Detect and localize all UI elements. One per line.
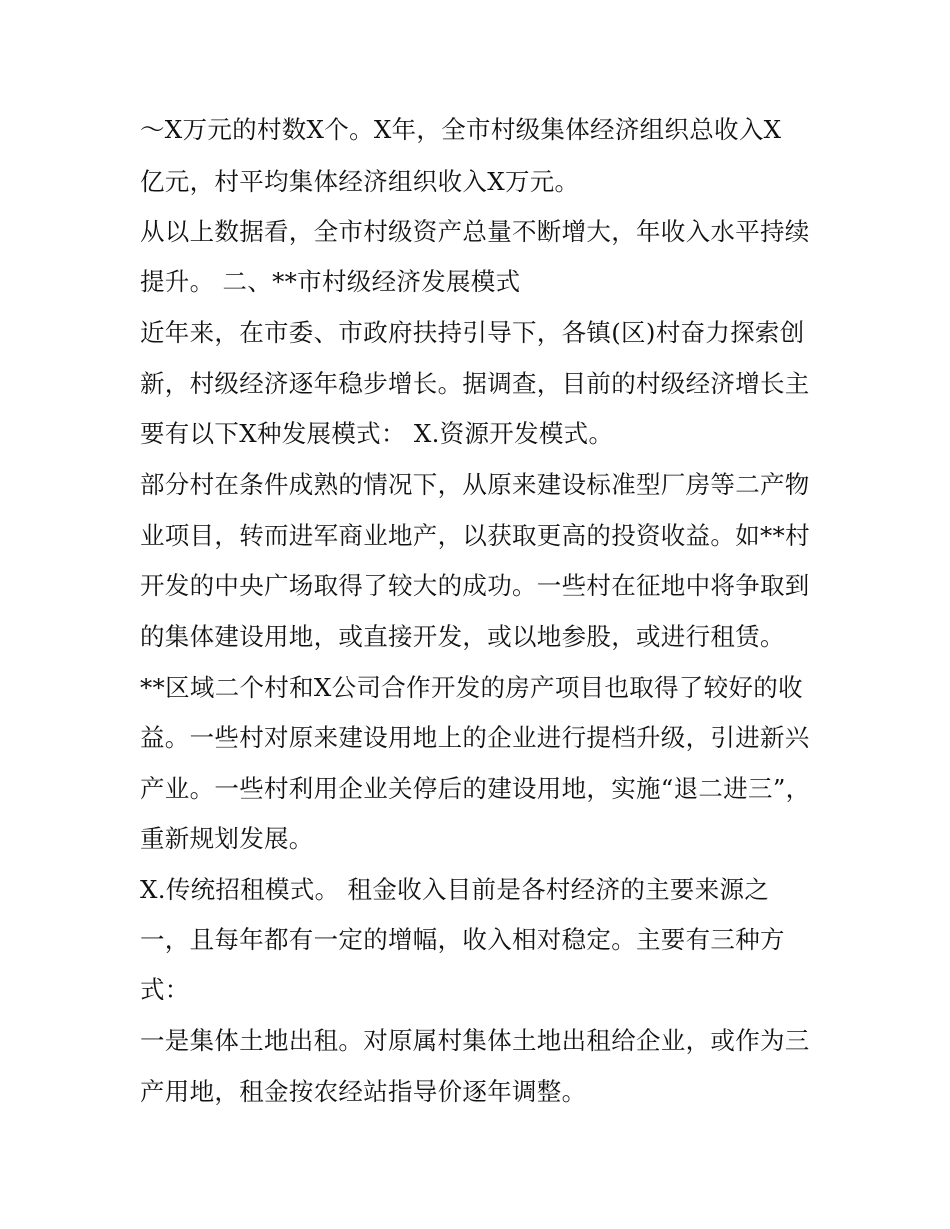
text-line: 产业。一些村利用企业关停后的建设用地，实施“退二进三”， [140, 774, 811, 803]
text-line: 益。一些村对原来建设用地上的企业进行提档升级，引进新兴 [140, 723, 810, 752]
text-line: 近年来，在市委、市政府扶持引导下，各镇(区)村奋力探索创 [140, 318, 805, 347]
text-line: 产用地，租金按农经站指导价逐年调整。 [140, 1077, 587, 1106]
text-line: 部分村在条件成熟的情况下，从原来建设标准型厂房等二产物 [140, 470, 810, 499]
text-line: 亿元，村平均集体经济组织收入X万元。 [140, 167, 580, 196]
text-line: 的集体建设用地，或直接开发，或以地参股，或进行租赁。 [140, 622, 785, 651]
text-line: 一是集体土地出租。对原属村集体土地出租给企业，或作为三 [140, 1026, 810, 1055]
text-line: 一，且每年都有一定的增幅，收入相对稳定。主要有三种方 [140, 925, 785, 954]
text-line: 业项目，转而进军商业地产，以获取更高的投资收益。如**村 [140, 521, 810, 550]
text-line: 提升。 二、**市村级经济发展模式 [140, 267, 521, 296]
text-line: 重新规划发展。 [140, 824, 314, 853]
text-line: 开发的中央广场取得了较大的成功。一些村在征地中将争取到 [140, 571, 810, 600]
text-line: 式： [140, 975, 190, 1004]
text-line: 新，村级经济逐年稳步增长。据调查，目前的村级经济增长主 [140, 369, 810, 398]
text-line: **区域二个村和X公司合作开发的房产项目也取得了较好的收 [140, 673, 803, 702]
text-line: ～X万元的村数X个。X年，全市村级集体经济组织总收入X [140, 115, 782, 144]
text-line: 要有以下X种发展模式： X.资源开发模式。 [140, 419, 614, 448]
text-line: 从以上数据看，全市村级资产总量不断增大，年收入水平持续 [140, 217, 810, 246]
text-line: X.传统招租模式。 租金收入目前是各村经济的主要来源之 [140, 875, 770, 904]
